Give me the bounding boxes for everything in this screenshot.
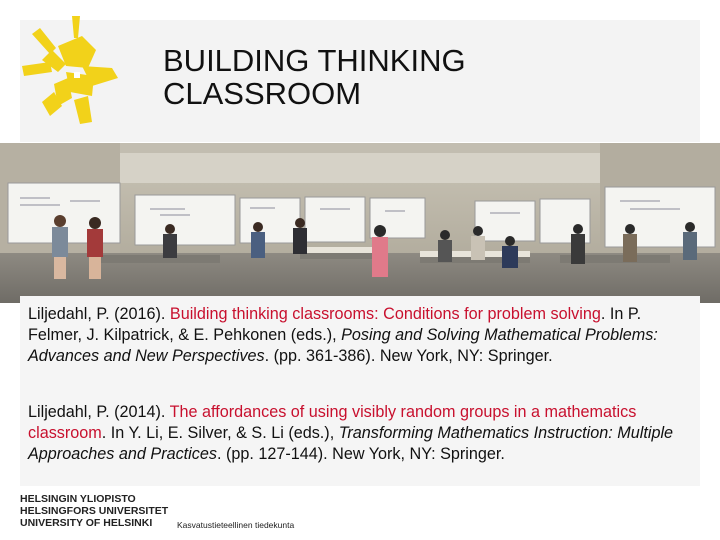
university-name-en: UNIVERSITY OF HELSINKI bbox=[20, 517, 153, 529]
helsinki-flame-logo-icon bbox=[22, 16, 132, 126]
reference-author: Liljedahl, P. (2014). bbox=[28, 403, 166, 421]
reference-author: Liljedahl, P. (2016). bbox=[28, 305, 166, 323]
university-name-block bbox=[20, 493, 168, 529]
reference-item bbox=[28, 304, 692, 367]
reference-title-link[interactable]: The affordances of using visibly random groups in a mathematics classroom bbox=[28, 403, 637, 442]
classroom-whiteboards-photo bbox=[0, 143, 720, 303]
photo-illustration bbox=[0, 143, 720, 303]
reference-book: Posing and Solving Mathematical Problems: Advances and New Perspectives bbox=[28, 326, 658, 365]
reference-book: Transforming Mathematics Instruction: Multiple Approaches and Practices bbox=[28, 424, 674, 463]
slide-title: BUILDING THINKING CLASSROOM bbox=[163, 43, 466, 111]
university-name-fi: HELSINGIN YLIOPISTO bbox=[20, 493, 136, 505]
reference-editors: . In Y. Li, E. Silver, & S. Li (eds.), bbox=[101, 424, 339, 442]
reference-pages: . (pp. 361-386). New York, NY: Springer. bbox=[264, 347, 553, 365]
university-name-sv: HELSINGFORS UNIVERSITET bbox=[20, 505, 169, 517]
reference-editors: . In P. Felmer, J. Kilpatrick, & E. Pehkonen (eds.), bbox=[28, 305, 642, 344]
reference-title-link[interactable]: Building thinking classrooms: Conditions for problem solving bbox=[169, 305, 601, 323]
reference-item bbox=[28, 402, 692, 465]
references-panel bbox=[20, 296, 700, 486]
faculty-name: Kasvatustieteellinen tiedekunta bbox=[177, 520, 295, 530]
reference-pages: . (pp. 127-144). New York, NY: Springer. bbox=[216, 445, 505, 463]
